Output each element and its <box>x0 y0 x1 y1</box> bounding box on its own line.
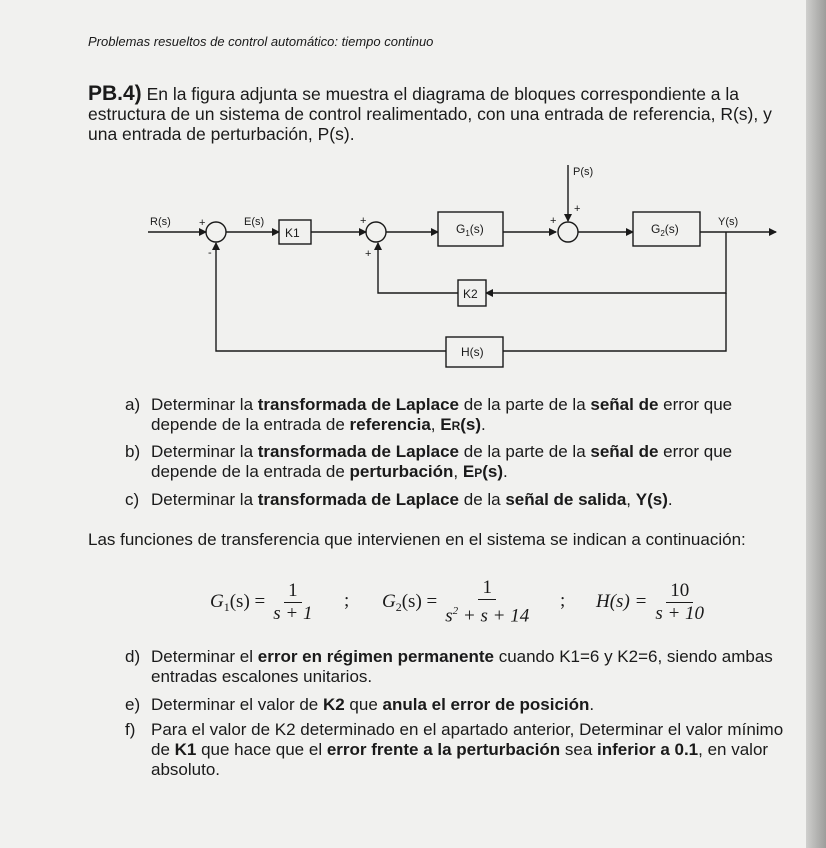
formula-g1: G 1 (s) = $\frac{1}{s + 1}$ <box>210 579 313 624</box>
running-header: Problemas resueltos de control automático: tiempo continuo <box>88 34 434 49</box>
sign-minus: - <box>208 247 212 259</box>
g1-label: $G_1(s)$ <box>456 222 484 238</box>
summing-junction-1 <box>206 222 226 242</box>
h-label: H(s) <box>461 345 484 359</box>
summing-junction-2 <box>366 222 386 242</box>
k2-feedback-line <box>378 243 458 293</box>
sign-plus: + <box>199 217 206 229</box>
g2-label: $G_2(s)$ <box>651 222 679 238</box>
y-label: Y(s) <box>718 216 739 228</box>
p-label: P(s) <box>573 166 594 178</box>
sign-plus: + <box>365 248 372 260</box>
sign-plus: + <box>360 215 367 227</box>
formula-g2: G 2 (s) = $\frac{1}{s^2 + s + 14}$ <box>382 576 530 627</box>
sign-plus: + <box>574 203 581 215</box>
e-label: E(s) <box>244 216 265 228</box>
problem-label: PB.4) <box>88 82 142 105</box>
summing-junction-3 <box>558 222 578 242</box>
block-diagram <box>0 0 826 380</box>
k2-label: K2 <box>463 287 478 301</box>
r-label: R(s) <box>150 216 171 228</box>
h-feedback-line <box>216 243 446 351</box>
formula-separator: ; <box>560 590 566 611</box>
sign-plus: + <box>550 215 557 227</box>
transfer-functions <box>210 578 730 626</box>
formula-h: H(s) = $\frac{10}{s + 10}$ <box>596 579 705 624</box>
k1-label: K1 <box>285 226 300 240</box>
problem-text: En la figura adjunta se muestra el diagrama de bloques correspondiente a la estructura de un sistema de control realimentado, con una entrada de referencia, R(s), y una entrada de perturbación, P(s). <box>88 84 772 144</box>
transfer-functions-intro: Las funciones de transferencia que intervienen en el sistema se indican a continuación: <box>88 530 746 549</box>
formula-separator: ; <box>344 590 350 611</box>
h-feedback-line <box>503 293 726 351</box>
